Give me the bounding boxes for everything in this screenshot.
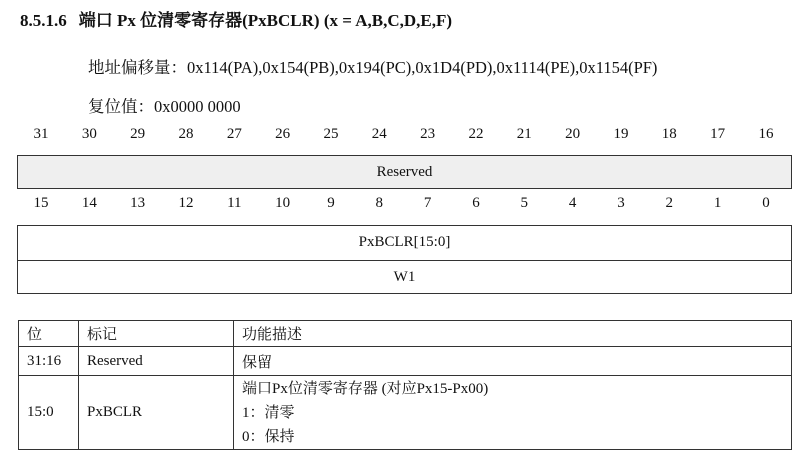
bit-number: 21 <box>516 126 532 142</box>
bit-number: 29 <box>130 126 146 142</box>
bit-number: 26 <box>275 126 291 142</box>
section-title: 端口 Px 位清零寄存器(PxBCLR) (x = A,B,C,D,E,F) <box>78 11 453 30</box>
table-row <box>19 347 792 376</box>
bit-number: 7 <box>423 195 432 211</box>
bit-number: 9 <box>327 195 335 211</box>
bit-number: 0 <box>762 195 770 211</box>
bit-number: 20 <box>565 126 581 142</box>
bit-number: 4 <box>568 195 577 211</box>
bit-number: 24 <box>371 126 387 142</box>
bit-number: 14 <box>81 195 97 211</box>
bit-number: 19 <box>613 126 629 142</box>
row-name: Reserved <box>79 347 234 376</box>
bit-number: 6 <box>472 195 480 211</box>
bit-number: 1 <box>713 195 722 211</box>
reserved-field: Reserved <box>17 155 792 189</box>
bit-number: 27 <box>226 126 242 142</box>
bit-number: 28 <box>178 126 194 142</box>
row-name: PxBCLR <box>79 376 234 450</box>
pxbclr-field-name: PxBCLR[15:0] <box>358 234 451 250</box>
pxbclr-field <box>17 225 792 294</box>
row-bits: 15:0 <box>19 376 79 450</box>
bit-number: 5 <box>520 195 529 211</box>
row-bits: 31:16 <box>19 347 79 376</box>
reset-value-line: 复位值：0x0000 0000 <box>88 97 241 116</box>
bit-number: 10 <box>275 195 291 211</box>
bit-number: 18 <box>661 126 677 142</box>
bit-number: 2 <box>665 195 674 211</box>
bit-number: 12 <box>178 195 194 211</box>
row-description: 保留 <box>234 347 792 376</box>
address-offset-line: 地址偏移量：0x114(PA),0x154(PB),0x194(PC),0x1D4(PD),0x1114(PE),0x1154(PF) <box>88 58 658 77</box>
bit-number: 13 <box>130 195 146 211</box>
description-line: 1：清零 <box>242 404 295 421</box>
bit-number: 25 <box>323 126 339 142</box>
column-header-name: 标记 <box>79 321 234 347</box>
bit-numbers-low <box>0 195 800 217</box>
column-header-bits: 位 <box>19 321 79 347</box>
bit-number: 16 <box>758 126 774 142</box>
bit-numbers-high <box>0 126 800 148</box>
section-heading <box>20 6 452 31</box>
row-description <box>234 376 792 450</box>
pxbclr-access-type: W1 <box>18 260 791 295</box>
bit-number: 30 <box>81 126 97 142</box>
bit-number: 22 <box>468 126 484 142</box>
bit-number: 23 <box>420 126 436 142</box>
bit-description-table <box>18 320 792 450</box>
description-line: 0：保持 <box>242 428 295 445</box>
bit-number: 31 <box>33 126 49 142</box>
bit-number: 3 <box>617 195 625 211</box>
bit-number: 11 <box>227 195 242 211</box>
section-number: 8.5.1.6 <box>20 11 67 30</box>
description-line: 端口Px位清零寄存器 (对应Px15-Px00) <box>242 380 489 397</box>
column-header-description: 功能描述 <box>234 321 792 347</box>
bit-number: 17 <box>710 126 726 142</box>
table-row <box>19 376 792 450</box>
bit-number: 15 <box>33 195 49 211</box>
bit-number: 8 <box>375 195 384 211</box>
